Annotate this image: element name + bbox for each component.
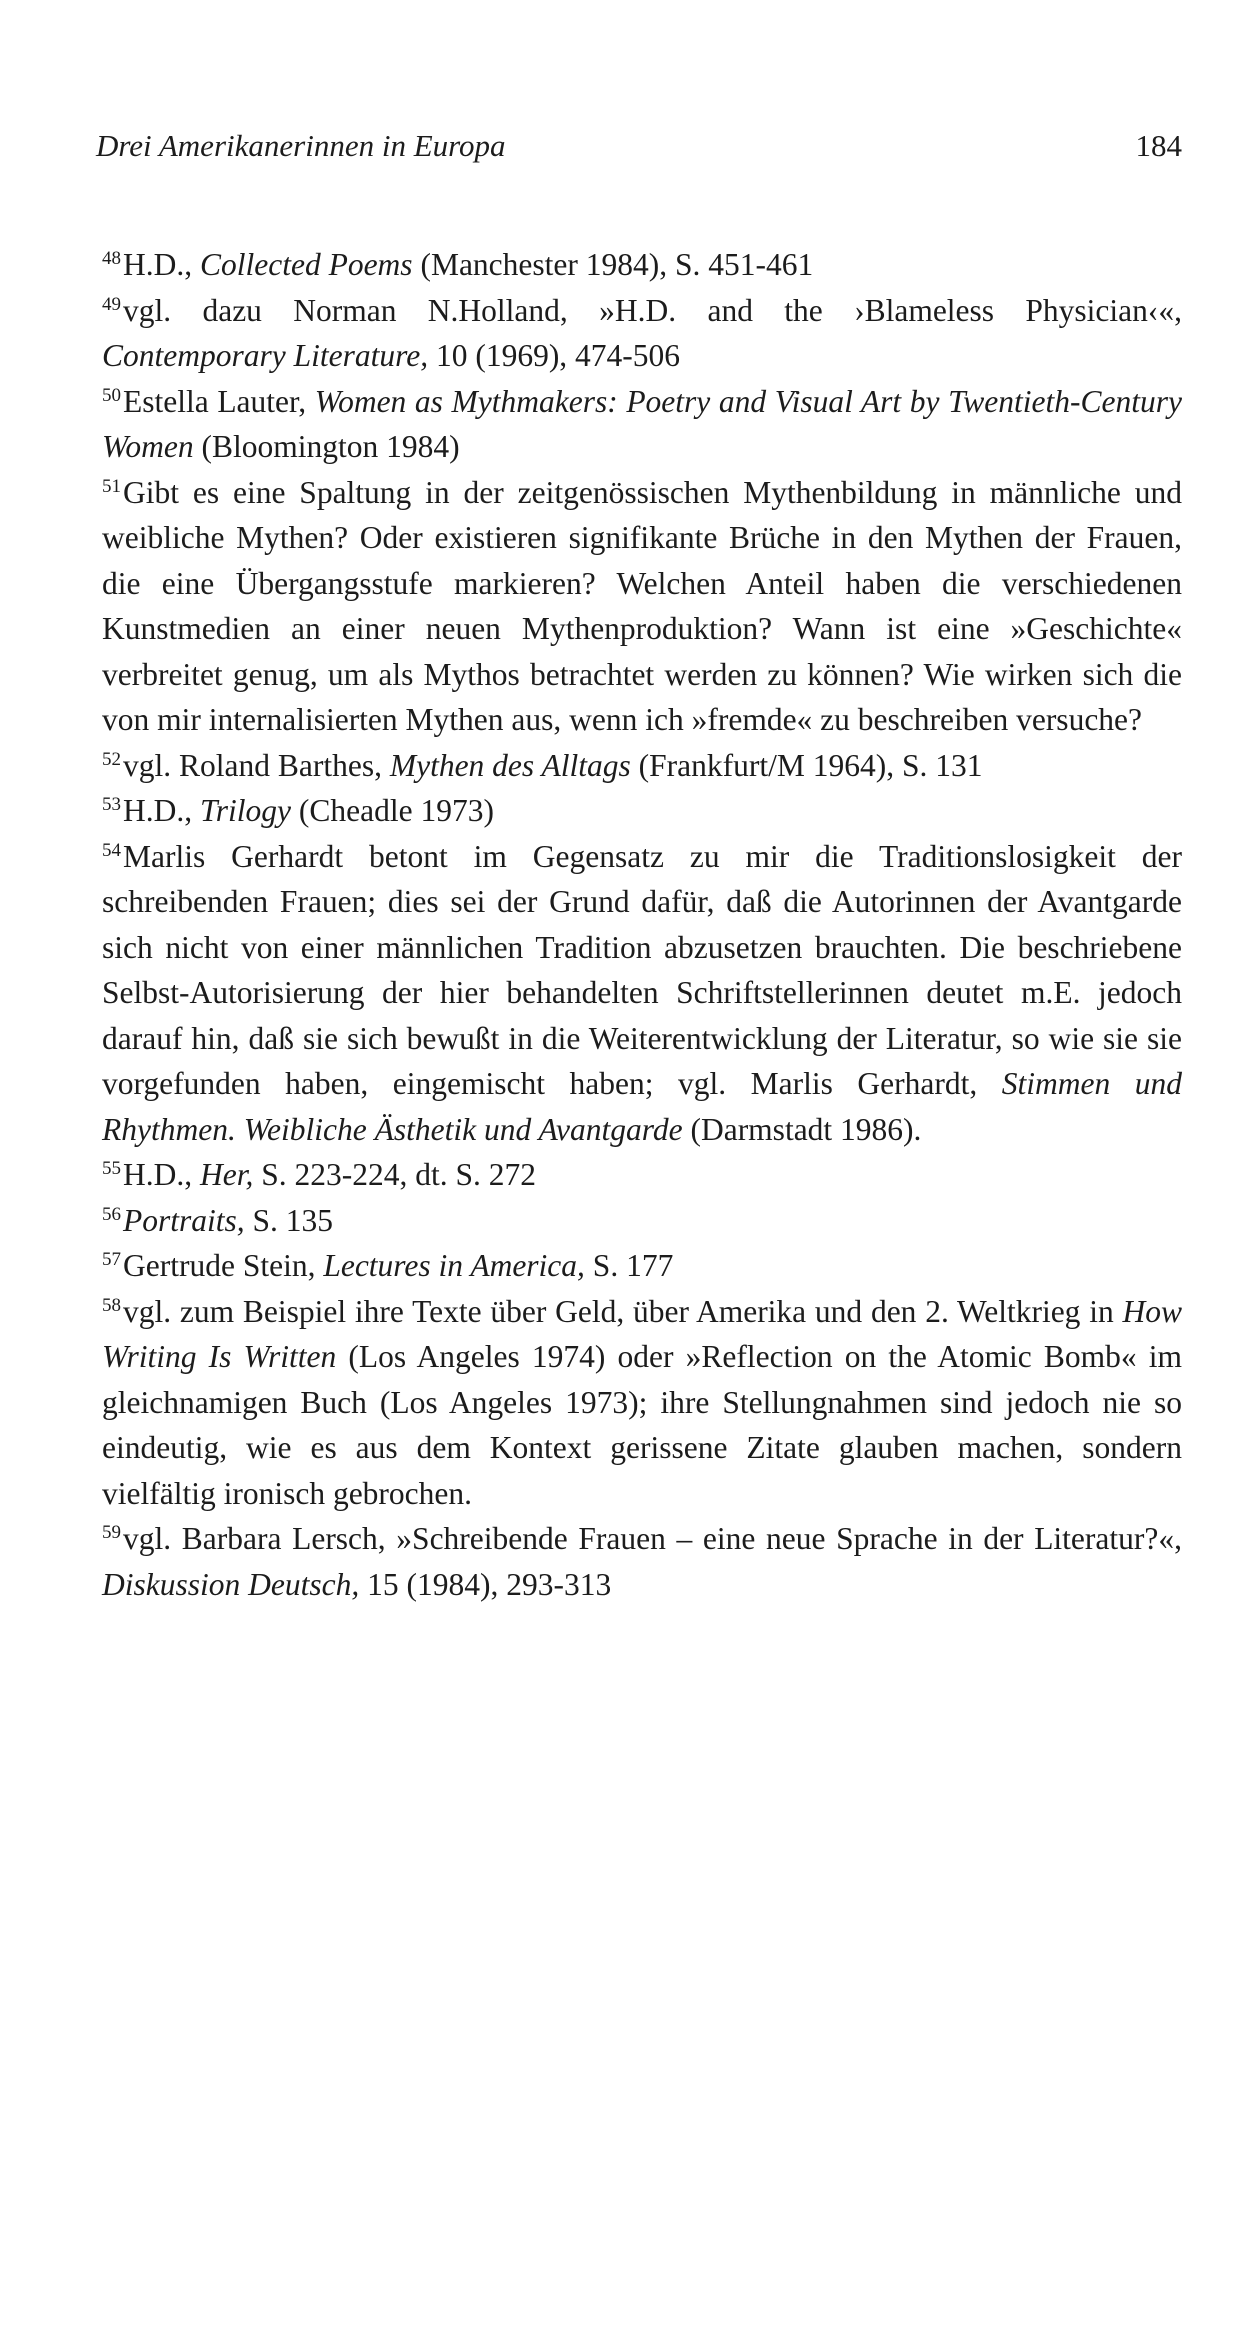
endnote-48 [102,242,1182,288]
endnote-title: Lectures in America, [323,1248,585,1283]
endnote-59 [102,1516,1182,1607]
endnote-title: Her, [200,1157,254,1192]
running-title: Drei Amerikanerinnen in Europa [96,128,506,163]
endnote-number: 51 [102,475,121,497]
endnote-title: How Writing Is Written [102,1293,1182,1374]
endnote-55 [102,1152,1182,1198]
endnote-text: vgl. dazu Norman N.Holland, »H.D. and the ›Blameless Physician‹«, [123,292,1182,328]
endnote-number: 50 [102,384,121,406]
endnote-number: 52 [102,748,121,770]
endnote-58 [102,1289,1182,1517]
endnote-title: Trilogy [200,793,292,828]
endnote-text: S. 223-224, dt. S. 272 [253,1157,537,1192]
endnote-52 [102,743,1182,789]
endnote-text: vgl. Barbara Lersch, »Schreibende Frauen – eine neue Sprache in der Literatur?«, [123,1521,1182,1556]
page-number: 184 [1135,128,1182,163]
endnote-text: Gibt es eine Spaltung in der zeitgenössischen Mythenbildung in männliche und weibliche Mythen? Oder existieren signifikante Brüche in den Mythen der Frauen, die eine Übergangsstufe markieren? Welchen Anteil haben die verschiedenen Kunstmedien an einer neuen Mythenproduktion? Wann ist eine »Geschichte« verbreitet genug, um als Mythos betrachtet werden zu können? Wie wirken sich die von mir internalisierten Mythen aus, wenn ich »fremde« zu beschreiben versuche? [102,474,1182,737]
endnote-text: (Manchester 1984), S. 451-461 [412,247,814,282]
endnote-text: H.D., [123,793,200,828]
endnote-text: (Los Angeles 1974) oder »Reflection on the Atomic Bomb« im gleichnamigen Buch (Los Angeles 1973); ihre Stellungnahmen sind jedoch nie so eindeutig, wie es aus dem Kontext gerissene Zitate glauben machen, sondern vielfältig ironisch gebrochen. [102,1339,1182,1511]
endnote-50 [102,379,1182,470]
endnote-text: (Frankfurt/M 1964), S. 131 [630,747,983,783]
endnote-text: H.D., [123,247,200,282]
endnote-51 [102,470,1182,743]
endnote-number: 53 [102,794,121,815]
endnote-title: Mythen des Alltags [389,747,631,783]
endnote-text: Gertrude Stein, [123,1248,324,1283]
endnote-text: Estella Lauter, [123,383,315,419]
endnote-number: 48 [102,248,121,269]
endnote-53 [102,788,1182,834]
endnote-title: Contemporary Literature, [102,338,429,373]
endnote-57 [102,1243,1182,1289]
endnote-text: Marlis Gerhardt betont im Gegensatz zu mir die Traditionslosigkeit der schreibenden Frauen; dies sei der Grund dafür, daß die Autorinnen der Avantgarde sich nicht von einer männlichen Tradition abzusetzen brauchten. Die beschriebene Selbst-Autorisierung der hier behandelten Schriftstellerinnen deutet m.E. jedoch darauf hin, daß sie sich bewußt in die Weiterentwicklung der Literatur, so wie sie sie vorgefunden haben, eingemischt haben; vgl. Marlis Gerhardt, [102,838,1182,1101]
endnote-text: (Darmstadt 1986). [682,1111,922,1147]
endnote-56 [102,1198,1182,1244]
endnote-title: Portraits, [123,1202,245,1238]
endnote-title: Women as Mythmakers: Poetry and Visual Art by Twentieth-Century Women [102,383,1182,464]
endnote-number: 59 [102,1522,121,1543]
endnote-text: S. 177 [584,1248,674,1283]
endnote-text: vgl. zum Beispiel ihre Texte über Geld, über Amerika und den 2. Weltkrieg in [123,1293,1123,1329]
endnote-title: Collected Poems [200,247,413,282]
endnotes-list [102,242,1182,1607]
endnote-49 [102,288,1182,379]
endnote-54 [102,834,1182,1153]
endnote-text: H.D., [123,1157,200,1192]
endnote-text: (Cheadle 1973) [291,793,494,828]
endnote-number: 49 [102,293,121,315]
endnote-title: Stimmen und Rhythmen. Weibliche Ästhetik und Avantgarde [102,1066,1182,1147]
endnote-text: 10 (1969), 474-506 [428,338,681,373]
endnote-text: S. 135 [244,1202,334,1238]
endnote-text: vgl. Roland Barthes, [123,747,390,783]
endnote-number: 58 [102,1294,121,1316]
endnote-number: 54 [102,839,121,861]
endnote-number: 56 [102,1203,121,1225]
endnote-text: (Bloomington 1984) [193,429,460,464]
endnote-text: 15 (1984), 293-313 [359,1566,612,1602]
endnote-number: 55 [102,1158,121,1179]
endnote-number: 57 [102,1249,121,1270]
endnote-title: Diskussion Deutsch, [102,1566,360,1602]
